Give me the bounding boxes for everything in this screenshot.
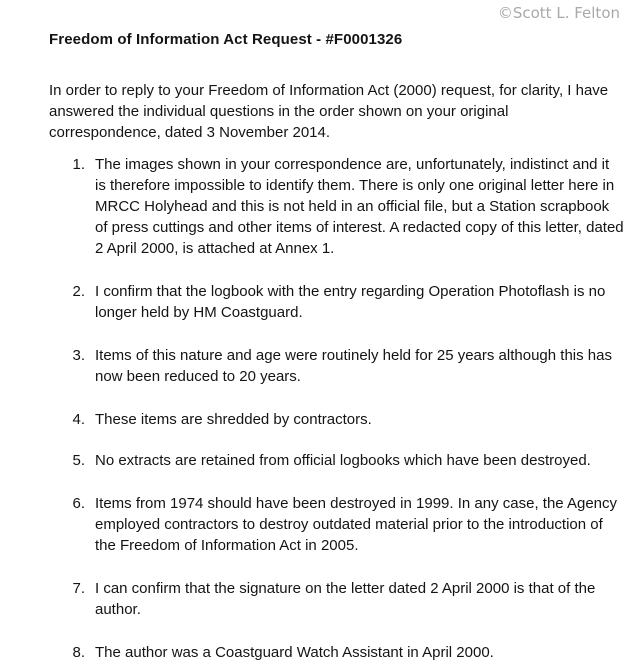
item-text: Items of this nature and age were routinely held for 25 years although this has now been reduced to 20 years. — [95, 347, 612, 385]
item-text: The author was a Coastguard Watch Assistant in April 2000. — [95, 644, 494, 661]
item-number: 1. — [72, 156, 85, 173]
item-text: No extracts are retained from official logbooks which have been destroyed. — [95, 452, 591, 469]
item-number: 5. — [72, 452, 85, 469]
item-number: 4. — [72, 411, 85, 428]
item-text: Items from 1974 should have been destroyed in 1999. In any case, the Agency employed contractors to destroy outdated material prior to the introduction of the Freedom of Information Act in 2005. — [95, 495, 618, 554]
answer-item — [49, 493, 624, 556]
answers-list — [49, 154, 624, 663]
answer-item — [49, 281, 624, 323]
item-number: 2. — [72, 283, 85, 300]
item-text: I can confirm that the signature on the letter dated 2 April 2000 is that of the author. — [95, 580, 596, 618]
item-number: 7. — [72, 580, 85, 597]
item-number: 3. — [72, 347, 85, 364]
answer-item — [49, 409, 624, 430]
item-number: 8. — [72, 644, 85, 661]
answer-item — [49, 642, 624, 663]
document-title: Freedom of Information Act Request - #F0001326 — [49, 31, 403, 48]
answer-item — [49, 450, 624, 471]
item-text: The images shown in your correspondence are, unfortunately, indistinct and it is therefore impossible to identify them. There is only one original letter here in MRCC Holyhead and this is not held in an official file, but a Station scrapbook of press cuttings and other items of interest. A redacted copy of this letter, dated 2 April 2000, is attached at Annex 1. — [95, 156, 624, 257]
intro-paragraph: In order to reply to your Freedom of Information Act (2000) request, for clarity, I have answered the individual questions in the order shown on your original correspondence, dated 3 November 2014. — [49, 82, 609, 141]
answer-item — [49, 578, 624, 620]
answer-item — [49, 154, 624, 259]
item-text: These items are shredded by contractors. — [95, 411, 372, 428]
item-number: 6. — [72, 495, 85, 512]
item-text: I confirm that the logbook with the entry regarding Operation Photoflash is no longer held by HM Coastguard. — [95, 283, 606, 321]
answer-item — [49, 345, 624, 387]
copyright-watermark: ©Scott L. Felton — [497, 4, 620, 22]
